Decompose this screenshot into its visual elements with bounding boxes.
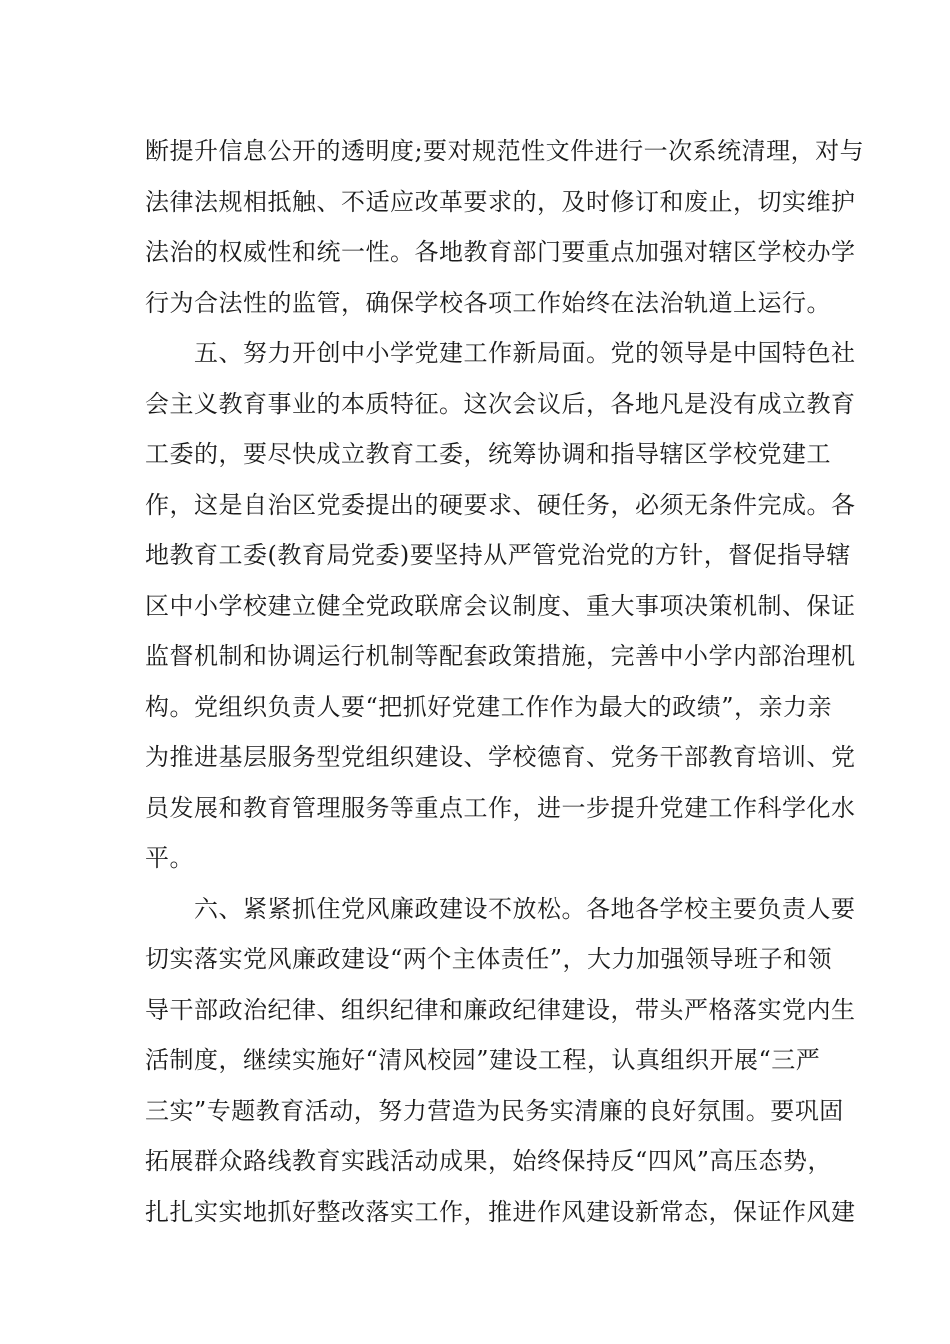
text-line: 切实落实党风廉政建设“两个主体责任”，大力加强领导班子和领 (145, 945, 833, 973)
text-line: 平。 (145, 844, 194, 872)
text-line: 法律法规相抵触、不适应改革要求的，及时修订和废止，切实维护 (145, 188, 856, 216)
text-line: 扎扎实实地抓好整改落实工作，推进作风建设新常态，保证作风建 (145, 1198, 856, 1226)
text-line: 拓展群众路线教育实践活动成果，始终保持反“四风”高压态势， (145, 1147, 833, 1175)
text-line: 监督机制和协调运行机制等配套政策措施，完善中小学内部治理机 (145, 642, 856, 670)
text-line: 三实”专题教育活动，努力营造为民务实清廉的良好氛围。要巩固 (145, 1097, 844, 1125)
text-line: 行为合法性的监管，确保学校各项工作始终在法治轨道上运行。 (145, 289, 831, 317)
text-line: 构。党组织负责人要“把抓好党建工作作为最大的政绩”，亲力亲 (145, 693, 833, 721)
text-line: 作，这是自治区党委提出的硬要求、硬任务，必须无条件完成。各 (145, 491, 856, 519)
text-line: 为推进基层服务型党组织建设、学校德育、党务干部教育培训、党 (145, 743, 856, 771)
text-line: 断提升信息公开的透明度;要对规范性文件进行一次系统清理，对与 (145, 137, 865, 165)
section-six-heading-line: 六、紧紧抓住党风廉政建设不放松。各地各学校主要负责人要 (145, 895, 856, 923)
text-line: 员发展和教育管理服务等重点工作，进一步提升党建工作科学化水 (145, 794, 856, 822)
text-line: 导干部政治纪律、组织纪律和廉政纪律建设，带头严格落实党内生 (145, 996, 856, 1024)
text-line: 区中小学校建立健全党政联席会议制度、重大事项决策机制、保证 (145, 592, 856, 620)
text-line: 工委的，要尽快成立教育工委，统筹协调和指导辖区学校党建工 (145, 440, 831, 468)
text-line: 会主义教育事业的本质特征。这次会议后，各地凡是没有成立教育 (145, 390, 856, 418)
text-line: 法治的权威性和统一性。各地教育部门要重点加强对辖区学校办学 (145, 238, 856, 266)
section-five-heading-line: 五、努力开创中小学党建工作新局面。党的领导是中国特色社 (145, 339, 856, 367)
text-line: 活制度，继续实施好“清风校园”建设工程，认真组织开展“三严 (145, 1046, 821, 1074)
text-line: 地教育工委(教育局党委)要坚持从严管党治党的方针，督促指导辖 (145, 541, 851, 569)
